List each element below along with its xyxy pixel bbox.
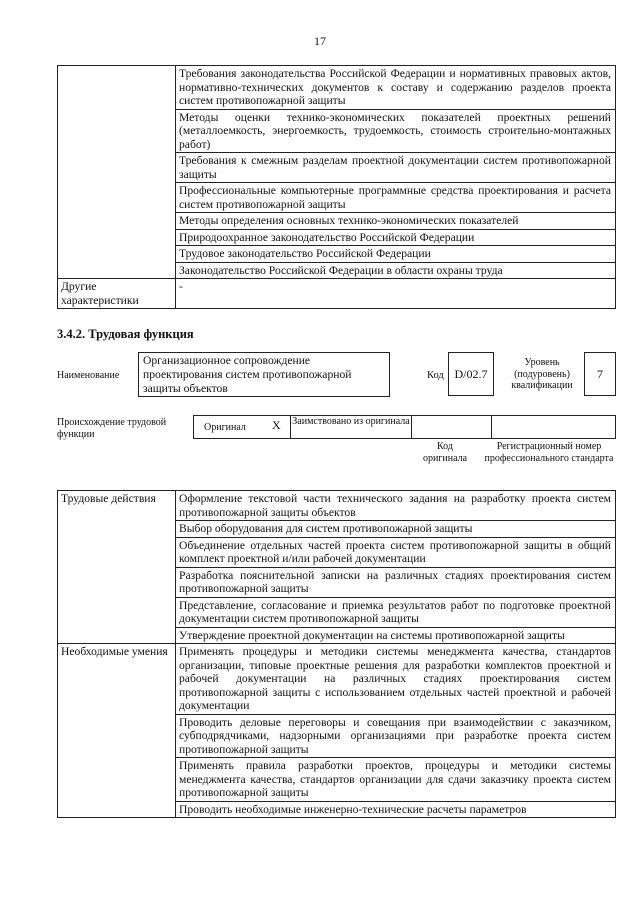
origin-code-cell [412, 416, 492, 438]
section-title: 3.4.2. Трудовая функция [57, 327, 194, 341]
labor-action-item: Представление, согласование и приемка результатов работ по подготовке проектной документации систем противопожарной защиты [176, 597, 616, 627]
labor-action-item: Оформление текстовой части технического задания на разработку проекта систем противопожарной защиты объектов [176, 491, 616, 521]
function-name-box: Организационное сопровождение проектирования систем противопожарной защиты объектов [138, 352, 390, 397]
other-characteristics-value: - [176, 279, 616, 309]
knowledge-item: Методы определения основных технико-экономических показателей [176, 213, 616, 230]
labor-actions-label: Трудовые действия [58, 491, 176, 644]
labor-action-item: Выбор оборудования для систем противопожарной защиты [176, 521, 616, 538]
borrowed-label: Заимствовано из оригинала [292, 416, 410, 427]
skill-item: Применять правила разработки проектов, процедуры и методики системы менеджмента качества, стандартов организации для сдачи заказчику проекта систем противопожарной защиты [176, 758, 616, 802]
knowledge-table [57, 65, 616, 309]
labor-actions-table [57, 490, 616, 818]
labor-action-item: Утверждение проектной документации на системы противопожарной защиты [176, 627, 616, 644]
knowledge-item: Трудовое законодательство Российской Федерации [176, 246, 616, 263]
labor-action-item: Разработка пояснительной записки на различных стадиях проектирования систем противопожарной защиты [176, 567, 616, 597]
code-label: Код [427, 370, 444, 381]
borrowed-cell [291, 416, 412, 438]
original-label: Оригинал [204, 422, 246, 433]
name-label: Наименование [57, 370, 120, 381]
skill-item: Проводить необходимые инженерно-технические расчеты параметров [176, 801, 616, 818]
reg-caption: Регистрационный номер профессионального стандарта [484, 441, 614, 464]
level-label: Уровень (подуровень) квалификации [511, 357, 573, 391]
level-box: 7 [584, 352, 616, 396]
knowledge-item: Законодательство Российской Федерации в области охраны труда [176, 262, 616, 279]
labor-action-item: Объединение отдельных частей проекта систем противопожарной защиты в общий комплект проектной и/или рабочей документации [176, 537, 616, 567]
origin-row [193, 415, 616, 439]
skill-item: Применять процедуры и методики системы менеджмента качества, стандартов организации, типовые проектные решения для разработки комплектов проектной и рабочей документации на различных стадиях проектирования систем противопожарной защиты с использованием отдельных частей проектной и рабочей документации [176, 644, 616, 715]
knowledge-item: Профессиональные компьютерные программные средства проектирования и расчета систем противопожарной защиты [176, 183, 616, 213]
code-caption: Код оригинала [422, 441, 468, 464]
other-characteristics-label: Другие характеристики [58, 279, 176, 309]
function-code-box: D/02.7 [448, 352, 494, 396]
knowledge-item: Методы оценки технико-экономических показателей проектных решений (металлоемкость, энергоемкость, трудоемкость, стоимость строительно-монтажных работ) [176, 109, 616, 153]
skill-item: Проводить деловые переговоры и совещания при взаимодействии с заказчиком, субподрядчиками, надзорными организациями при разработке проекта систем противопожарной защиты [176, 714, 616, 758]
original-mark: X [272, 418, 281, 432]
knowledge-label-cell [58, 66, 176, 279]
knowledge-item: Требования к смежным разделам проектной документации систем противопожарной защиты [176, 153, 616, 183]
knowledge-item: Природоохранное законодательство Российской Федерации [176, 229, 616, 246]
original-cell [194, 416, 291, 438]
skills-label: Необходимые умения [58, 644, 176, 818]
knowledge-item: Требования законодательства Российской Федерации и нормативных правовых актов, нормативно-технических документов к составу и содержанию разделов проекта систем противопожарной защиты [176, 66, 616, 110]
origin-label: Происхождение трудовой функции [57, 417, 167, 440]
page-number: 17 [314, 34, 326, 48]
